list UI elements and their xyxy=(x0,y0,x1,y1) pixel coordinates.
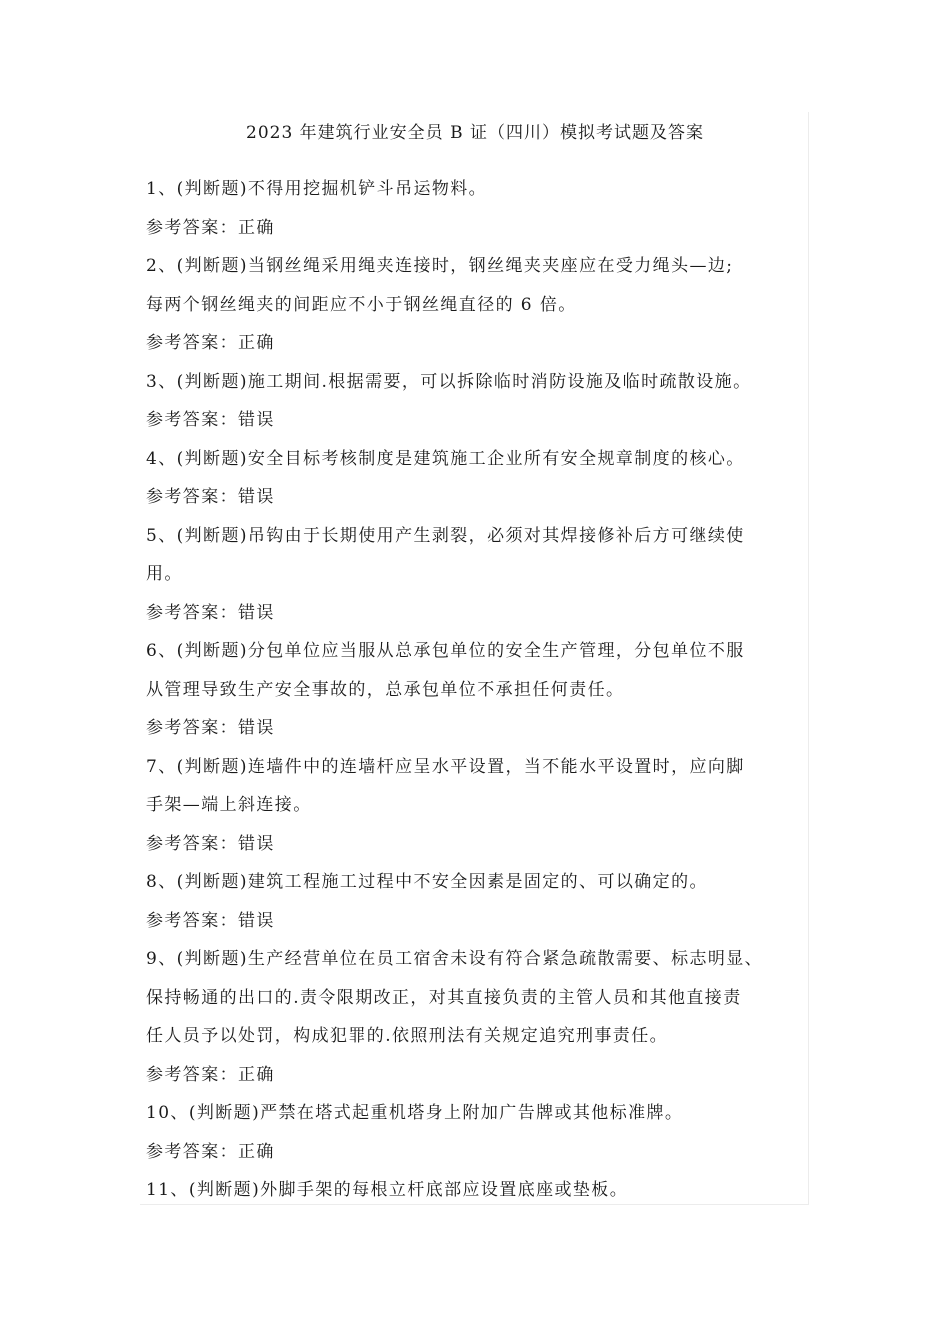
answer-5: 参考答案：错误 xyxy=(146,602,275,623)
question-2-line-1: 2、(判断题)当钢丝绳采用绳夹连接时，钢丝绳夹夹座应在受力绳头—边; xyxy=(146,256,734,276)
question-2-line-2: 每两个钢丝绳夹的间距应不小于钢丝绳直径的 6 倍。 xyxy=(146,294,577,315)
document-title: 2023 年建筑行业安全员 B 证（四川）模拟考试题及答案 xyxy=(246,123,704,143)
question-6-line-1: 6、(判断题)分包单位应当服从总承包单位的安全生产管理，分包单位不服 xyxy=(146,641,745,661)
question-6-line-2: 从管理导致生产安全事故的，总承包单位不承担任何责任。 xyxy=(146,679,625,700)
question-10: 10、(判断题)严禁在塔式起重机塔身上附加广告牌或其他标准牌。 xyxy=(146,1103,684,1123)
answer-8: 参考答案：错误 xyxy=(146,910,275,931)
answer-2: 参考答案：正确 xyxy=(146,333,275,353)
question-list xyxy=(146,170,808,1210)
question-7-line-2: 手架—端上斜连接。 xyxy=(146,795,312,815)
answer-4: 参考答案：错误 xyxy=(146,487,275,507)
question-1: 1、(判断题)不得用挖掘机铲斗吊运物料。 xyxy=(146,179,488,199)
question-9-line-2: 保持畅通的出口的.责令限期改正，对其直接负责的主管人员和其他直接责 xyxy=(146,987,742,1008)
question-3: 3、(判断题)施工期间.根据需要，可以拆除临时消防设施及临时疏散设施。 xyxy=(146,371,752,392)
question-11: 11、(判断题)外脚手架的每根立杆底部应设置底座或垫板。 xyxy=(146,1180,629,1200)
question-8: 8、(判断题)建筑工程施工过程中不安全因素是固定的、可以确定的。 xyxy=(146,872,708,892)
question-5-line-2: 用。 xyxy=(146,564,183,584)
question-9-line-1: 9、(判断题)生产经营单位在员工宿舍未设有符合紧急疏散需要、标志明显、 xyxy=(146,949,764,969)
answer-10: 参考答案：正确 xyxy=(146,1141,275,1162)
answer-1: 参考答案：正确 xyxy=(146,217,275,238)
question-5-line-1: 5、(判断题)吊钩由于长期使用产生剥裂，必须对其焊接修补后方可继续使 xyxy=(146,525,745,546)
answer-9: 参考答案：正确 xyxy=(146,1064,275,1085)
question-9-line-3: 任人员予以处罚，构成犯罪的.依照刑法有关规定追究刑事责任。 xyxy=(146,1026,669,1046)
answer-7: 参考答案：错误 xyxy=(146,833,275,854)
question-7-line-1: 7、(判断题)连墙件中的连墙杆应呈水平设置，当不能水平设置时，应向脚 xyxy=(146,756,745,777)
answer-6: 参考答案：错误 xyxy=(146,718,275,738)
question-4: 4、(判断题)安全目标考核制度是建筑施工企业所有安全规章制度的核心。 xyxy=(146,448,745,469)
answer-3: 参考答案：错误 xyxy=(146,410,275,430)
